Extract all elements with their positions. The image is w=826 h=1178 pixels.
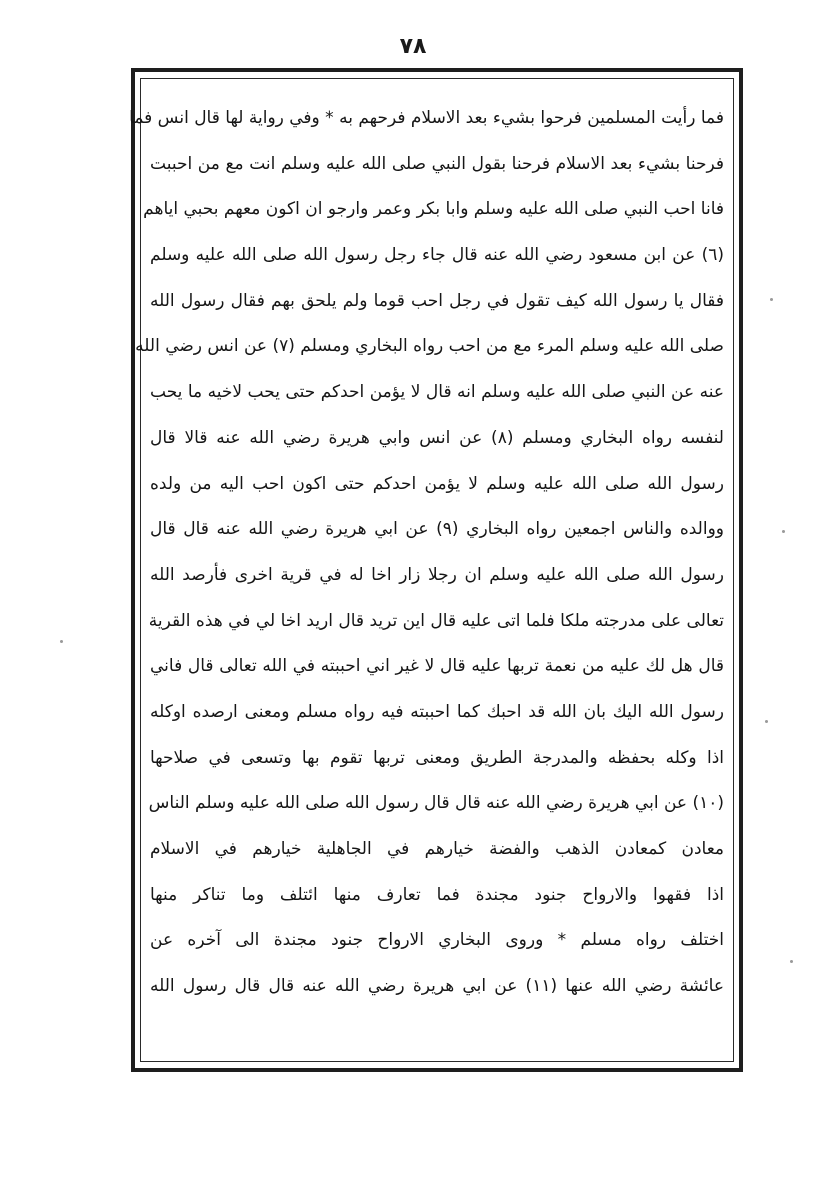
scan-speck [782,530,785,533]
text-line: عائشة رضي الله عنها (١١) عن ابي هريرة رضي الله عنه قال قال رسول الله [150,976,724,997]
scan-speck [60,640,63,643]
text-line: اختلف رواه مسلم * وروى البخاري الارواح جنود مجندة الى آخره عن [150,930,724,951]
text-line: (١٠) عن ابي هريرة رضي الله عنه قال قال رسول الله صلى الله عليه وسلم الناس [148,793,724,814]
text-line: (٦) عن ابن مسعود رضي الله عنه قال جاء رجل رسول الله صلى الله عليه وسلم [150,245,724,266]
text-line: تعالى على مدرجته ملكا فلما اتى عليه قال اين تريد قال اريد اخا لي في هذه القرية [148,610,724,631]
text-line: صلى الله عليه وسلم المرء مع من احب رواه البخاري ومسلم (٧) عن انس رضي الله [135,336,724,357]
text-line: رسول الله صلى الله عليه وسلم لا يؤمن احدكم حتى اكون احب اليه من ولده [150,473,724,494]
text-line: رسول الله اليك بان الله قد احبك كما احببته فيه رواه مسلم ومعنى ارصده اوكله [150,701,724,722]
text-line: فانا احب النبي صلى الله عليه وسلم وابا بكر وعمر وارجو ان اكون معهم بحبي اياهم [143,199,724,220]
scan-speck [790,960,793,963]
scan-speck [765,720,768,723]
text-block [129,96,724,1010]
text-line: فرحنا بشيء بعد الاسلام فرحنا بقول النبي صلى الله عليه وسلم انت مع من احببت [150,153,724,174]
page-number: ٧٨ [399,34,427,59]
text-line: ووالده والناس اجمعين رواه البخاري (٩) عن ابي هريرة رضي الله عنه قال قال [150,519,724,540]
text-line: عنه عن النبي صلى الله عليه وسلم انه قال لا يؤمن احدكم حتى يحب لاخيه ما يحب [150,382,724,403]
text-line: لنفسه رواه البخاري ومسلم (٨) عن انس وابي هريرة رضي الله عنه قالا قال [150,427,724,448]
text-line: معادن كمعادن الذهب والفضة خيارهم في الجاهلية خيارهم في الاسلام [150,839,724,859]
text-line: فما رأيت المسلمين فرحوا بشيء بعد الاسلام فرحهم به * وفي رواية لها قال انس فما [129,108,724,128]
text-line: اذا فقهوا والارواح جنود مجندة فما تعارف منها ائتلف وما تناكر منها [150,884,724,905]
text-line: قال هل لك عليه من نعمة تربها عليه قال لا غير اني احببته في الله تعالى قال فاني [150,656,724,677]
text-line: رسول الله صلى الله عليه وسلم ان رجلا زار اخا له في قرية اخرى فأرصد الله [150,564,724,585]
text-line: اذا وكله بحفظه والمدرجة الطريق ومعنى تربها تقوم بها وتسعى في صلاحها [150,747,724,768]
text-line: فقال يا رسول الله كيف تقول في رجل احب قوما ولم يلحق بهم فقال رسول الله [150,290,724,311]
scan-speck [770,298,773,301]
